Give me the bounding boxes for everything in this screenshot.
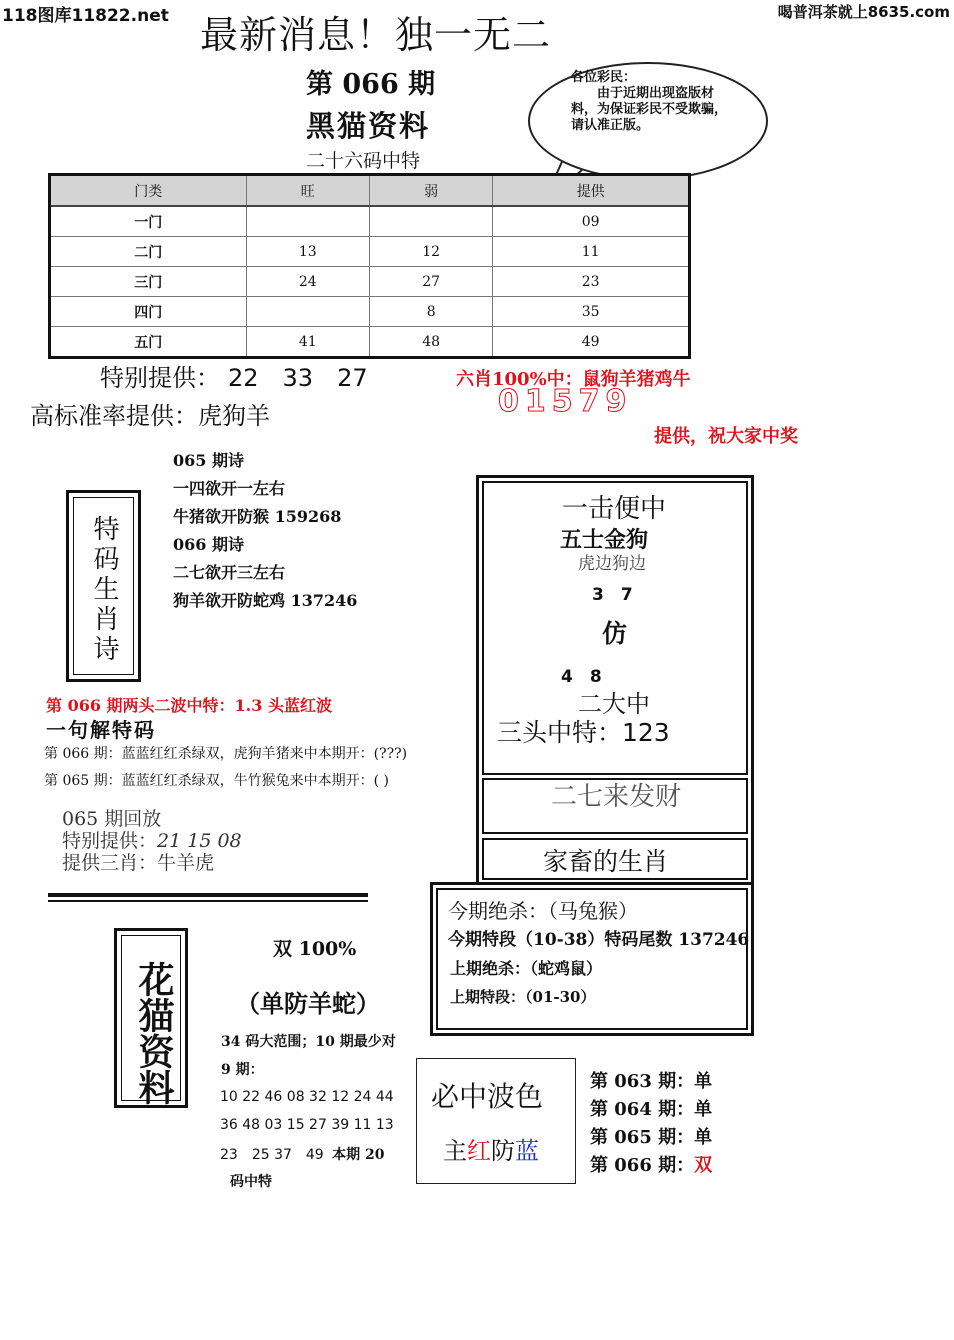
history-item [590, 1096, 712, 1124]
history-issue: 第 065 期： [590, 1127, 695, 1148]
row-label: 四门 [50, 297, 247, 327]
divider-thin [48, 900, 368, 902]
high-standard-label: 高标准率提供： [30, 402, 198, 430]
site-right-watermark: 喝普洱茶就上8635.com [777, 3, 950, 21]
cell: 23 [493, 267, 690, 297]
cut-line-2: 二大中 [578, 690, 650, 718]
page-title: 黑猫资料 [306, 109, 431, 143]
one-hit-title: 一击便中 [562, 494, 667, 524]
two-heads: 第 066 期两头二波中特：1.3 头蓝红波 [46, 696, 332, 715]
flower-cat-label: 花猫资料 [133, 961, 175, 1105]
door-table [48, 173, 691, 359]
header-cell: 旺 [246, 175, 369, 207]
notice-text [571, 70, 731, 150]
replay-special-value: 21 15 08 [157, 830, 242, 852]
poem-label: 特码生肖诗 [89, 515, 119, 665]
cell: 24 [246, 267, 369, 297]
replay-three [62, 852, 242, 874]
history-result: 双 [694, 1155, 713, 1176]
table-row [50, 267, 690, 297]
cell: 41 [246, 327, 369, 358]
cell: 48 [369, 327, 492, 358]
cell: 12 [369, 237, 492, 267]
poem-line: 065 期诗 [173, 451, 244, 470]
one-sentence-title: 一句解特码 [46, 718, 156, 742]
poem-lines [173, 447, 357, 615]
kill-line-1: 今期绝杀：（马兔猴） [448, 899, 638, 923]
poem-label-box [66, 490, 141, 682]
six-xiao: 六肖100%中：鼠狗羊猪鸡牛 [456, 369, 691, 390]
replay-three-value: 牛羊虎 [157, 852, 215, 874]
history-item [590, 1152, 712, 1180]
table-row [50, 206, 690, 237]
fang-text: 仿 [602, 619, 628, 648]
poem-line: 066 期诗 [173, 535, 244, 554]
kill-line-3: 上期绝杀：（蛇鸡鼠） [450, 959, 603, 978]
cell [246, 206, 369, 237]
header-cell: 弱 [369, 175, 492, 207]
nums-line-2: 36 48 03 15 27 39 11 13 [220, 1117, 394, 1133]
divider-thick [48, 893, 368, 897]
row-label: 二门 [50, 237, 247, 267]
history-list [590, 1068, 712, 1180]
page-subtitle: 二十六码中特 [306, 150, 421, 172]
kill-line-2 [448, 925, 749, 950]
row-label: 一门 [50, 206, 247, 237]
wave-main [443, 1131, 539, 1166]
poem-line: 二七欲开三左右 [173, 563, 286, 582]
cell: 09 [493, 206, 690, 237]
replay-block [62, 808, 242, 874]
wave-main-color: 红 [467, 1137, 491, 1165]
lucky-code: 01579 [498, 384, 633, 419]
replay-title: 065 期回放 [62, 808, 162, 830]
edge-text: 虎边狗边 [578, 554, 646, 574]
history-issue: 第 064 期： [590, 1099, 695, 1120]
row-label: 三门 [50, 267, 247, 297]
nums-top: 3 7 [592, 585, 633, 605]
special-numbers: 22 33 27 [228, 364, 368, 392]
poem-line: 一四欲开一左右 [173, 479, 286, 498]
nums-line-1: 10 22 46 08 32 12 24 44 [220, 1089, 394, 1105]
history-issue: 第 063 期： [590, 1071, 695, 1092]
high-standard [30, 396, 270, 431]
table-header-row [50, 175, 690, 207]
flower-cat-box [114, 928, 188, 1108]
range-title: 34 码大范围；10 期最少对 [221, 1034, 396, 1050]
nums-end: 码中特 [230, 1174, 272, 1190]
range-sub: 9 期： [221, 1062, 264, 1078]
one-hit-cut-line: 五士金狗 [560, 527, 649, 553]
history-item [590, 1068, 712, 1096]
nums-bottom: 4 8 [561, 667, 602, 687]
row-label: 五门 [50, 327, 247, 358]
one-sentence-line-1: 第 066 期：蓝蓝红红杀绿双，虎狗羊猪来中本期开：(???) [44, 746, 408, 762]
cell: 13 [246, 237, 369, 267]
table-row [50, 297, 690, 327]
cell: 11 [493, 237, 690, 267]
double-hundred: 双 100% [273, 938, 357, 960]
header-cell: 提供 [493, 175, 690, 207]
history-result: 单 [694, 1099, 713, 1120]
wave-main-label: 主 [443, 1137, 467, 1165]
guard-sheep-snake: （单防羊蛇） [236, 989, 380, 1018]
replay-special-label: 特别提供： [62, 830, 158, 852]
replay-three-label: 提供三肖： [62, 852, 158, 874]
notice-greeting: 各位彩民： [571, 70, 637, 85]
replay-special [62, 830, 242, 852]
cell: 35 [493, 297, 690, 327]
kill-line-4: 上期特段：（01-30） [450, 988, 596, 1006]
notice-body: 由于近期出现盗版材料，为保证彩民不受欺骗，请认准正版。 [571, 86, 728, 133]
wave-guard-color: 蓝 [515, 1137, 539, 1165]
fortune-text: 二七来发财 [551, 782, 682, 812]
cell [246, 297, 369, 327]
livestock-text: 家畜的生肖 [543, 847, 669, 876]
header-cell: 门类 [50, 175, 247, 207]
cell: 49 [493, 327, 690, 358]
nums-line-3-text: 23 25 37 49 [220, 1147, 324, 1163]
high-standard-value: 虎狗羊 [198, 402, 270, 430]
history-result: 单 [694, 1071, 713, 1092]
history-result: 单 [694, 1127, 713, 1148]
kill-line-2-text: 今期特段（10-38）特码尾数 137246 [448, 930, 750, 950]
cell [369, 206, 492, 237]
nums-line-3 [220, 1144, 385, 1164]
history-item [590, 1124, 712, 1152]
table-row [50, 327, 690, 358]
wave-guard-label: 防 [491, 1137, 515, 1165]
one-sentence-line-2: 第 065 期：蓝蓝红红杀绿双，牛竹猴兔来中本期开：( ) [44, 773, 389, 789]
headline: 最新消息！独一无二 [200, 13, 552, 57]
special-provide [100, 358, 368, 393]
wish-text: 提供，祝大家中奖 [654, 426, 798, 447]
site-left-watermark: 118图库11822.net [2, 6, 169, 26]
cell: 27 [369, 267, 492, 297]
poem-line: 狗羊欲开防蛇鸡 137246 [173, 591, 358, 610]
cell: 8 [369, 297, 492, 327]
special-label: 特别提供： [100, 364, 220, 392]
wave-title: 必中波色 [431, 1080, 544, 1113]
table-row [50, 237, 690, 267]
issue-number: 第 066 期 [306, 69, 436, 100]
history-issue: 第 066 期： [590, 1155, 695, 1176]
three-heads: 三头中特：123 [497, 718, 670, 747]
poem-line: 牛猪欲开防猴 159268 [173, 507, 342, 526]
nums-tail: 本期 20 [332, 1147, 385, 1163]
